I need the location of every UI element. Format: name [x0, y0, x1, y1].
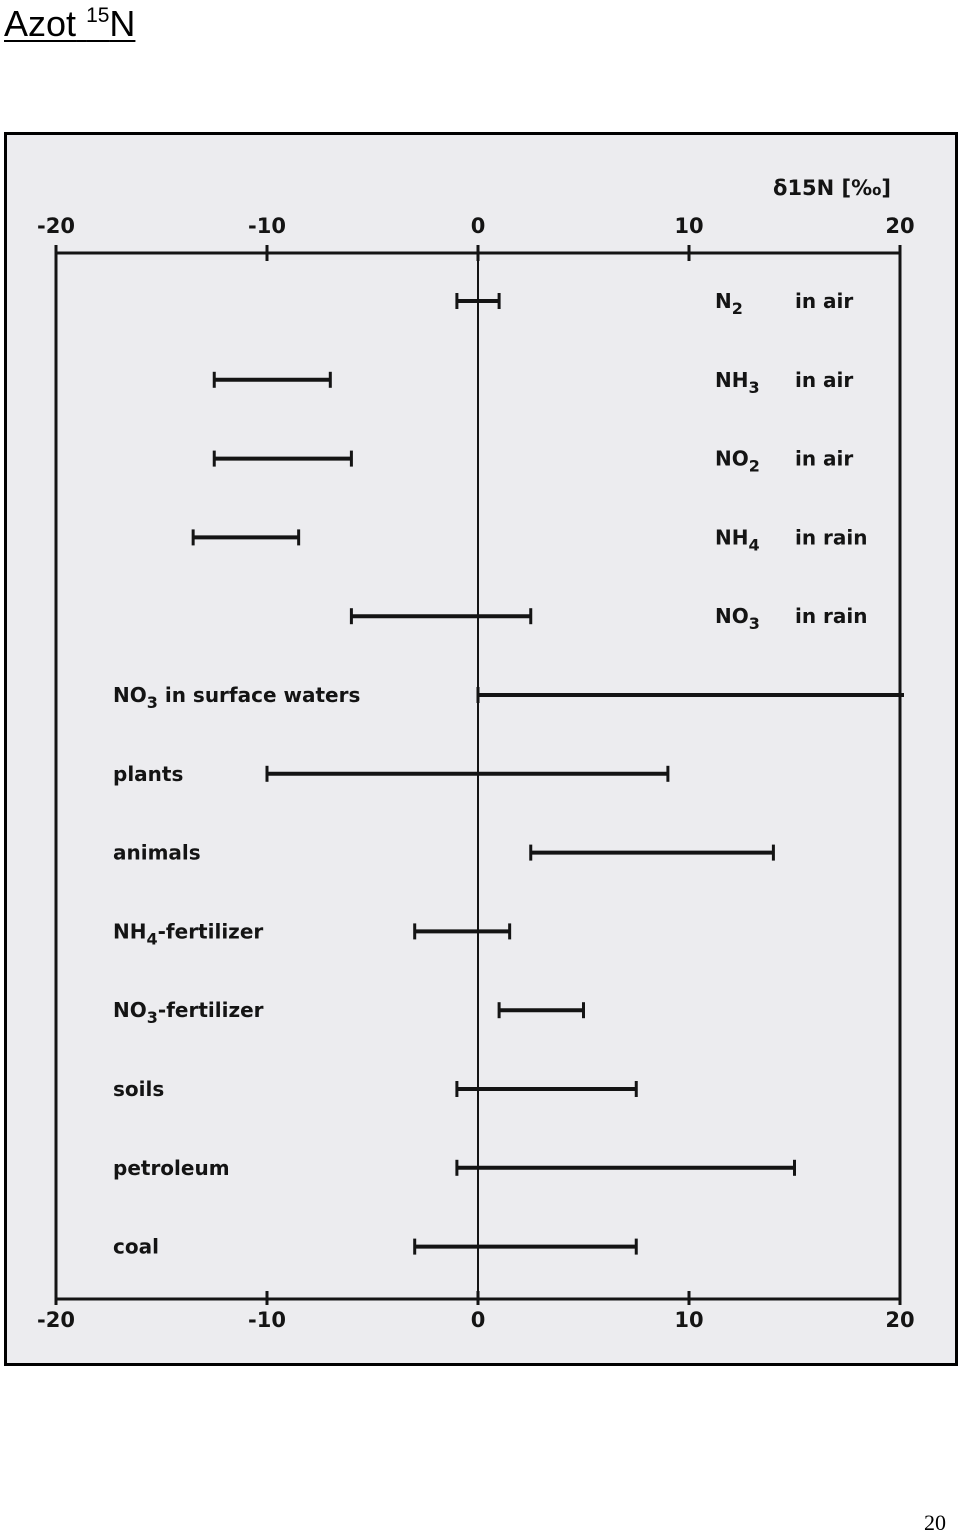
tick-label-top: 20 [885, 214, 915, 238]
series-label: $NO_3$ [715, 604, 760, 634]
series-qualifier: in rain [795, 604, 868, 629]
series-label: coal [113, 1234, 159, 1259]
series-qualifier: in air [795, 367, 854, 392]
slide-title [4, 4, 135, 44]
series-qualifier: in air [795, 289, 854, 313]
tick-label-top: -10 [248, 214, 286, 238]
series-label: petroleum [113, 1155, 230, 1180]
title-main: Azot [4, 3, 77, 44]
series-qualifier: in air [795, 446, 854, 471]
series-label: plants [113, 761, 184, 786]
series-label: $NO_2$ [715, 446, 760, 476]
tick-label-bottom: 10 [674, 1308, 704, 1332]
title-superscript: 15 [86, 4, 110, 27]
delta15n-range-chart [7, 135, 955, 1363]
series-label: animals [113, 840, 201, 865]
series-label: $NH_4$-fertilizer [113, 919, 264, 949]
tick-label-bottom: 0 [470, 1308, 486, 1332]
page-number: 20 [924, 1510, 946, 1535]
chart-title: δ15N [‰] [773, 176, 891, 200]
tick-label-top: -20 [37, 214, 75, 238]
series-label: soils [113, 1077, 165, 1101]
tick-label-top: 10 [674, 214, 704, 238]
tick-label-top: 0 [470, 214, 486, 238]
series-label: $NH_3$ [715, 367, 760, 397]
tick-label-bottom: -10 [248, 1308, 286, 1332]
series-label: $NO_3$-fertilizer [113, 998, 264, 1028]
series-qualifier: in rain [795, 525, 868, 550]
figure-panel [4, 132, 958, 1366]
series-label: $N_2$ [715, 289, 743, 318]
title-element: N [109, 3, 136, 44]
series-label: $NO_3$ in surface waters [113, 683, 361, 712]
series-label: $NH_4$ [715, 525, 760, 555]
tick-label-bottom: -20 [37, 1308, 75, 1332]
tick-label-bottom: 20 [885, 1308, 915, 1332]
